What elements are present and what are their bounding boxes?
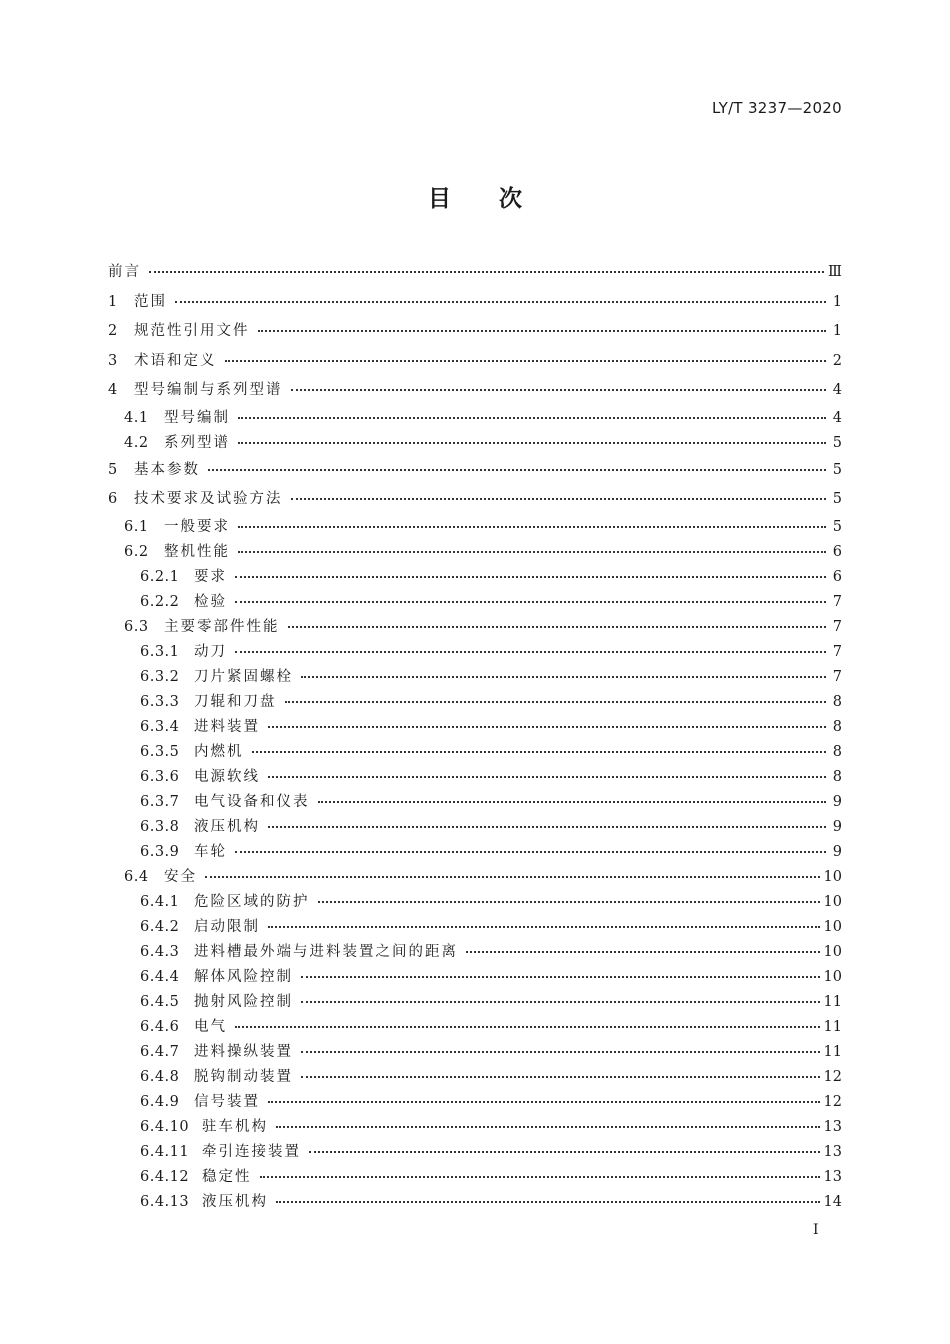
toc-entry-page: 10 — [823, 918, 842, 935]
toc-entry-number: 6.3 — [124, 618, 149, 635]
toc-leader-dots — [235, 1016, 820, 1028]
toc-entry-page: 1 — [832, 293, 842, 310]
toc-entry-number: 6.4.12 — [140, 1168, 190, 1185]
toc-entry-title: 前言 — [108, 264, 141, 280]
toc-entry-page: 11 — [823, 1018, 842, 1035]
toc-entry-number: 5 — [108, 461, 118, 478]
toc-entry-title: 主要零部件性能 — [164, 618, 280, 635]
toc-entry-page: 12 — [823, 1068, 842, 1085]
toc-entry-number: 6 — [108, 491, 118, 507]
toc-leader-dots — [235, 566, 826, 578]
toc-entry-page: 6 — [832, 568, 842, 585]
toc-entry-number: 6.2.1 — [140, 568, 180, 585]
toc-leader-dots — [238, 541, 826, 553]
toc-entry[interactable] — [108, 765, 842, 790]
toc-entry[interactable] — [108, 258, 842, 288]
toc-entry[interactable] — [108, 1040, 842, 1065]
toc-leader-dots — [276, 1191, 820, 1203]
toc-entry-page: 13 — [823, 1118, 842, 1135]
toc-leader-dots — [258, 320, 827, 332]
toc-entry-number: 6.4.13 — [140, 1193, 190, 1210]
standard-code: LY/T 3237—2020 — [711, 99, 842, 117]
toc-entry-number: 6.1 — [124, 518, 149, 535]
toc-entry-number: 6.4.7 — [140, 1043, 180, 1060]
toc-entry-number: 6.4 — [124, 868, 149, 885]
toc-entry-number: 6.3.8 — [140, 818, 180, 835]
toc-entry-page: 2 — [832, 352, 842, 369]
toc-entry-number: 6.4.11 — [140, 1143, 190, 1160]
toc-leader-dots — [466, 941, 820, 953]
toc-entry-page: 7 — [832, 668, 842, 685]
toc-entry[interactable] — [108, 431, 842, 456]
toc-entry-number: 6.3.2 — [140, 668, 180, 685]
toc-entry[interactable] — [108, 690, 842, 715]
toc-entry-title: 刀辊和刀盘 — [194, 693, 277, 710]
toc-entry-title: 稳定性 — [202, 1168, 252, 1185]
toc-entry-page: 9 — [832, 818, 842, 835]
toc-entry-number: 6.3.6 — [140, 768, 180, 785]
toc-entry-page: 4 — [832, 409, 842, 426]
toc-entry-title: 进料槽最外端与进料装置之间的距离 — [194, 943, 458, 960]
toc-leader-dots — [318, 791, 827, 803]
toc-leader-dots — [268, 916, 820, 928]
toc-entry-title: 液压机构 — [202, 1193, 268, 1210]
toc-entry[interactable] — [108, 640, 842, 665]
toc-leader-dots — [288, 616, 827, 628]
toc-entry-title: 进料装置 — [194, 718, 260, 735]
toc-entry[interactable] — [108, 1115, 842, 1140]
toc-entry-page: 7 — [832, 593, 842, 610]
toc-entry-title: 术语和定义 — [134, 352, 217, 369]
page-title: 目次 — [428, 186, 570, 212]
toc-leader-dots — [301, 966, 820, 978]
toc-entry-page: 9 — [832, 843, 842, 860]
toc-leader-dots — [238, 516, 826, 528]
toc-entry-title: 液压机构 — [194, 818, 260, 835]
toc-entry-page: 8 — [832, 693, 842, 710]
toc-entry[interactable] — [108, 965, 842, 990]
toc-entry-number: 6.4.3 — [140, 943, 180, 960]
toc-entry-title: 要求 — [194, 568, 227, 585]
toc-entry-page: 4 — [832, 382, 842, 398]
toc-leader-dots — [235, 641, 826, 653]
toc-entry[interactable] — [108, 890, 842, 915]
toc-entry-number: 6.3.1 — [140, 643, 180, 660]
toc-entry-title: 电气 — [194, 1018, 227, 1035]
toc-entry-title: 刀片紧固螺栓 — [194, 668, 293, 685]
toc-entry-title: 范围 — [134, 293, 167, 310]
toc-entry-number: 4.1 — [124, 409, 149, 426]
toc-entry-number: 6.2 — [124, 543, 149, 560]
toc-entry-number: 6.3.9 — [140, 843, 180, 860]
toc-entry[interactable] — [108, 406, 842, 431]
toc-entry-page: 7 — [832, 643, 842, 660]
toc-leader-dots — [260, 1166, 820, 1178]
toc-entry-number: 6.2.2 — [140, 593, 180, 610]
toc-entry-page: 12 — [823, 1093, 842, 1110]
toc-entry-title: 内燃机 — [194, 743, 244, 760]
toc-entry-title: 检验 — [194, 593, 227, 610]
toc-entry-page: 10 — [823, 943, 842, 960]
toc-entry-number: 6.4.1 — [140, 893, 180, 910]
toc-entry-page: 5 — [832, 461, 842, 478]
toc-entry[interactable] — [108, 1065, 842, 1090]
toc-leader-dots — [276, 1116, 820, 1128]
toc-entry-title: 基本参数 — [134, 461, 200, 478]
toc-entry-title: 车轮 — [194, 843, 227, 860]
toc-leader-dots — [268, 816, 826, 828]
toc-entry-number: 6.4.9 — [140, 1093, 180, 1110]
toc-entry-title: 技术要求及试验方法 — [134, 491, 283, 507]
toc-entry-number: 6.4.10 — [140, 1118, 190, 1135]
toc-entry-number: 6.3.5 — [140, 743, 180, 760]
toc-entry-number: 6.4.8 — [140, 1068, 180, 1085]
toc-entry-number: 6.4.5 — [140, 993, 180, 1010]
toc-entry-page: 1 — [832, 323, 842, 339]
toc-entry-number: 6.3.4 — [140, 718, 180, 735]
toc-entry-title: 规范性引用文件 — [134, 323, 250, 339]
toc-entry-page: Ⅲ — [828, 264, 842, 280]
toc-leader-dots — [149, 261, 824, 273]
toc-entry[interactable] — [108, 590, 842, 615]
toc-entry-number: 3 — [108, 352, 118, 369]
toc-entry[interactable] — [108, 288, 842, 318]
page-number: I — [813, 1222, 819, 1238]
toc-entry[interactable] — [108, 1190, 842, 1215]
toc-entry-title: 一般要求 — [164, 518, 230, 535]
toc-entry-title: 启动限制 — [194, 918, 260, 935]
toc-entry-page: 8 — [832, 743, 842, 760]
toc-entry-number: 6.4.4 — [140, 968, 180, 985]
toc-entry[interactable] — [108, 740, 842, 765]
toc-leader-dots — [238, 432, 826, 444]
toc-leader-dots — [208, 459, 826, 471]
toc-entry-title: 危险区域的防护 — [194, 893, 310, 910]
toc-entry-title: 脱钩制动装置 — [194, 1068, 293, 1085]
toc-entry-number: 6.3.3 — [140, 693, 180, 710]
toc-entry[interactable] — [108, 990, 842, 1015]
toc-leader-dots — [205, 866, 820, 878]
toc-entry[interactable] — [108, 515, 842, 540]
toc-entry[interactable] — [108, 840, 842, 865]
toc-entry-title: 信号装置 — [194, 1093, 260, 1110]
toc-entry[interactable] — [108, 715, 842, 740]
toc-leader-dots — [291, 488, 827, 500]
toc-entry-page: 10 — [823, 893, 842, 910]
toc-entry-page: 5 — [832, 491, 842, 507]
toc-entry[interactable] — [108, 1015, 842, 1040]
toc-entry-number: 4.2 — [124, 434, 149, 451]
toc-entry-title: 整机性能 — [164, 543, 230, 560]
toc-entry-title: 抛射风险控制 — [194, 993, 293, 1010]
toc-entry[interactable] — [108, 815, 842, 840]
toc-entry-title: 进料操纵装置 — [194, 1043, 293, 1060]
toc-entry[interactable] — [108, 1090, 842, 1115]
toc-entry[interactable] — [108, 456, 842, 486]
toc-leader-dots — [318, 891, 820, 903]
toc-entry-title: 牵引连接装置 — [202, 1143, 301, 1160]
toc-entry-number: 4 — [108, 382, 118, 398]
toc-entry[interactable] — [108, 940, 842, 965]
toc-leader-dots — [301, 1041, 820, 1053]
toc-leader-dots — [291, 379, 827, 391]
toc-entry-title: 动刀 — [194, 643, 227, 660]
toc-leader-dots — [301, 666, 826, 678]
toc-entry[interactable] — [108, 565, 842, 590]
toc-leader-dots — [225, 350, 827, 362]
toc-leader-dots — [252, 741, 827, 753]
toc-entry-page: 13 — [823, 1168, 842, 1185]
toc-entry-title: 电源软线 — [194, 768, 260, 785]
toc-entry[interactable] — [108, 540, 842, 565]
toc-leader-dots — [268, 1091, 820, 1103]
toc-entry-title: 型号编制 — [164, 409, 230, 426]
toc-leader-dots — [301, 991, 820, 1003]
toc-entry-title: 解体风险控制 — [194, 968, 293, 985]
toc-entry-number: 6.4.2 — [140, 918, 180, 935]
toc-entry[interactable] — [108, 317, 842, 347]
toc-entry-number: 2 — [108, 323, 118, 339]
toc-entry-number: 6.4.6 — [140, 1018, 180, 1035]
toc-entry-page: 14 — [823, 1193, 842, 1210]
toc-entry-title: 安全 — [164, 868, 197, 885]
toc-leader-dots — [301, 1066, 820, 1078]
toc-entry[interactable] — [108, 485, 842, 515]
toc-entry-title: 电气设备和仪表 — [194, 793, 310, 810]
toc-entry-number: 1 — [108, 293, 118, 310]
toc-entry-title: 驻车机构 — [202, 1118, 268, 1135]
toc-entry-page: 10 — [823, 868, 842, 885]
toc-entry-page: 13 — [823, 1143, 842, 1160]
toc-entry-page: 6 — [832, 543, 842, 560]
toc-leader-dots — [268, 716, 826, 728]
toc-entry[interactable] — [108, 790, 842, 815]
toc-entry[interactable] — [108, 347, 842, 377]
toc-entry-number: 6.3.7 — [140, 793, 180, 810]
toc-entry-page: 7 — [832, 618, 842, 635]
toc-leader-dots — [235, 591, 826, 603]
toc-entry-page: 8 — [832, 718, 842, 735]
toc-entry-page: 10 — [823, 968, 842, 985]
toc-entry[interactable] — [108, 1165, 842, 1190]
toc-entry-page: 5 — [832, 518, 842, 535]
toc-entry[interactable] — [108, 665, 842, 690]
toc-entry-page: 8 — [832, 768, 842, 785]
toc-entry-page: 11 — [823, 1043, 842, 1060]
toc-entry-page: 11 — [823, 993, 842, 1010]
table-of-contents — [108, 258, 842, 1215]
toc-leader-dots — [235, 841, 826, 853]
toc-entry[interactable] — [108, 376, 842, 406]
toc-entry-page: 9 — [832, 793, 842, 810]
toc-entry[interactable] — [108, 915, 842, 940]
toc-entry[interactable] — [108, 865, 842, 890]
toc-leader-dots — [175, 291, 826, 303]
toc-leader-dots — [309, 1141, 820, 1153]
toc-leader-dots — [285, 691, 827, 703]
toc-entry-title: 型号编制与系列型谱 — [134, 382, 283, 398]
toc-leader-dots — [238, 407, 826, 419]
toc-entry-page: 5 — [832, 434, 842, 451]
toc-entry-title: 系列型谱 — [164, 434, 230, 451]
toc-leader-dots — [268, 766, 826, 778]
toc-entry[interactable] — [108, 1140, 842, 1165]
toc-entry[interactable] — [108, 615, 842, 640]
